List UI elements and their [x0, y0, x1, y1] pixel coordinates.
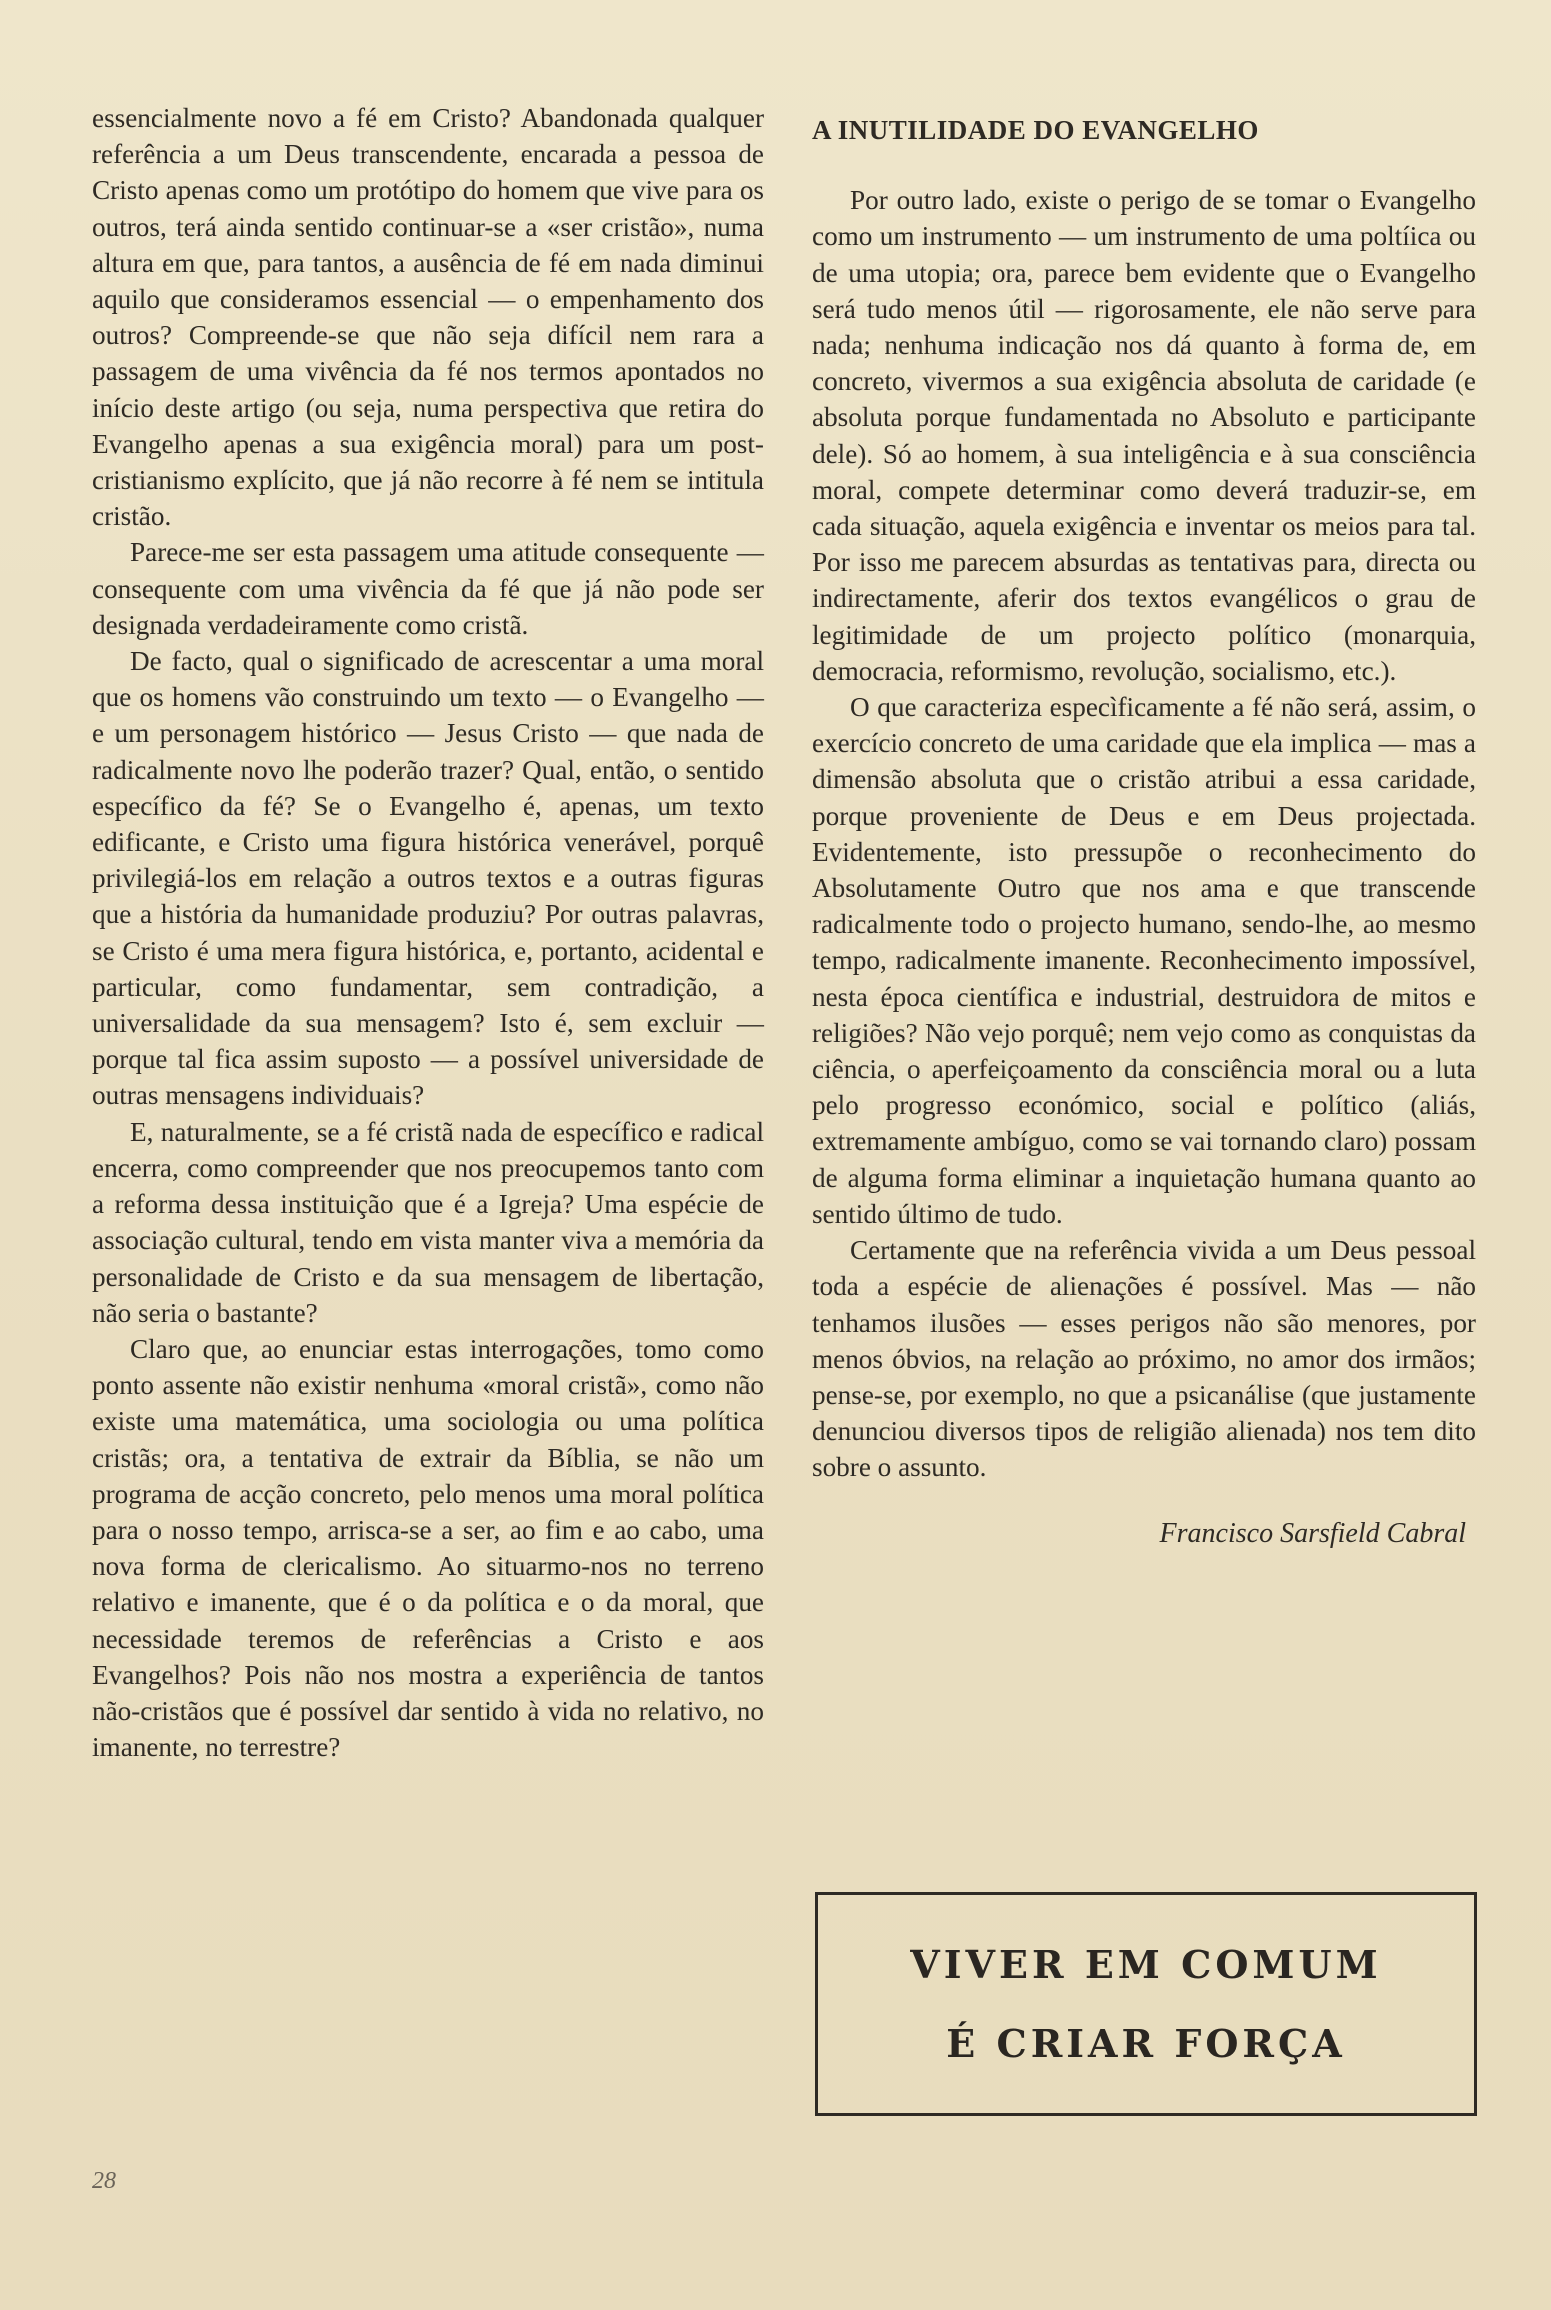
section-heading: A INUTILIDADE DO EVANGELHO [812, 115, 1259, 145]
right-paragraph-3: Certamente que na referência vivida a um Deus pessoal toda a espécie de alienações é possível. Mas — não tenhamos ilusões — esses perigos não são menores, por menos óbvios, na relação ao próximo, no amor dos irmãos; pense-se, por exemplo, no que a psicanálise (que justamente denunciou diversos tipos de religião alienada) nos tem dito sobre o assunto. [812, 1235, 1476, 1483]
left-column [92, 100, 764, 1765]
right-paragraph-2: O que caracteriza especìficamente a fé não será, assim, o exercício concreto de uma caridade que ela implica — mas a dimensão absoluta que o cristão atribui a essa caridade, porque proveniente de Deus e em Deus projectada. Evidentemente, isto pressupõe o reconhecimento do Absolutamente Outro que nos ama e que transcende radicalmente todo o projecto humano, sendo-lhe, ao mesmo tempo, radicalmente imanente. Reconhecimento impossível, nesta época científica e industrial, destruidora de mitos e religiões? Não vejo porquê; nem vejo como as conquistas da ciência, o aperfeiçoamento da consciência moral ou a luta pelo progresso económico, social e político (aliás, extremamente ambíguo, como se vai tornando claro) possam de alguma forma eliminar a inquietação humana quanto ao sentido último de tudo. [812, 692, 1476, 1229]
left-paragraph-1: essencialmente novo a fé em Cristo? Abandonada qualquer referência a um Deus transcendente, encarada a pessoa de Cristo apenas como um protótipo do homem que vive para os outros, terá ainda sentido continuar-se a «ser cristão», numa altura em que, para tantos, a ausência de fé em nada diminui aquilo que consideramos essencial — o empenhamento dos outros? Compreende-se que não seja difícil nem rara a passagem de uma vivência da fé nos termos apontados no início deste artigo (ou seja, numa perspectiva que retira do Evangelho apenas a sua exigência moral) para um post-cristianismo explícito, que já não recorre à fé nem se intitula cristão. [92, 103, 764, 532]
left-paragraph-2: Parece-me ser esta passagem uma atitude consequente — consequente com uma vivência da fé que já não pode ser designada verdadeiramente como cristã. [92, 537, 764, 640]
slogan-line-1: VIVER EM COMUM [910, 1942, 1382, 1987]
left-paragraph-5: Claro que, ao enunciar estas interrogações, tomo como ponto assente não existir nenhuma «moral cristã», como não existe uma matemática, uma sociologia ou uma política cristãs; ora, a tentativa de extrair da Bíblia, se não um programa de acção concreto, pelo menos uma moral política para o nosso tempo, arrisca-se a ser, ao fim e ao cabo, uma nova forma de clericalismo. Ao situarmo-nos no terreno relativo e imanente, que é o da política e o da moral, que necessidade teremos de referências a Cristo e aos Evangelhos? Pois não nos mostra a experiência de tantos não-cristãos que é possível dar sentido à vida no relativo, no imanente, no terrestre? [92, 1333, 764, 1763]
left-paragraph-4: E, naturalmente, se a fé cristã nada de específico e radical encerra, como compreender que nos preocupemos tanto com a reforma dessa instituição que é a Igreja? Uma espécie de associação cultural, tendo em vista manter viva a memória da personalidade de Cristo e da sua mensagem de libertação, não seria o bastante? [92, 1116, 764, 1328]
page-number: 28 [92, 2168, 116, 2194]
slogan-box [815, 1892, 1477, 2116]
right-column [812, 100, 1476, 1552]
left-paragraph-3: De facto, qual o significado de acrescentar a uma moral que os homens vão construindo um texto — o Evangelho — e um personagem histórico — Jesus Cristo — que nada de radicalmente novo lhe poderão trazer? Qual, então, o sentido específico da fé? Se o Evangelho é, apenas, um texto edificante, e Cristo uma figura histórica venerável, porquê privilegiá-los em relação a outros textos e a outras figuras que a história da humanidade produziu? Por outras palavras, se Cristo é uma mera figura histórica, e, portanto, acidental e particular, como fundamentar, sem contradição, a universalidade da sua mensagem? Isto é, sem excluir — porque tal fica assim suposto — a possível universidade de outras mensagens individuais? [92, 646, 764, 1111]
author-byline: Francisco Sarsfield Cabral [1159, 1517, 1466, 1549]
slogan-line-2: É CRIAR FORÇA [946, 2021, 1346, 2066]
right-paragraph-1: Por outro lado, existe o perigo de se tomar o Evangelho como um instrumento — um instrumento de uma poltíica ou de uma utopia; ora, parece bem evidente que o Evangelho será tudo menos útil — rigorosamente, ele não serve para nada; nenhuma indicação nos dá quanto à forma de, em concreto, vivermos a sua exigência absoluta de caridade (e absoluta porque fundamentada no Absoluto e participante dele). Só ao homem, à sua inteligência e à sua consciência moral, compete determinar como deverá traduzir-se, em cada situação, aquela exigência e inventar os meios para tal. Por isso me parecem absurdas as tentativas para, directa ou indirectamente, aferir dos textos evangélicos o grau de legitimidade de um projecto político (monarquia, democracia, reformismo, revolução, socialismo, etc.). [812, 185, 1476, 686]
